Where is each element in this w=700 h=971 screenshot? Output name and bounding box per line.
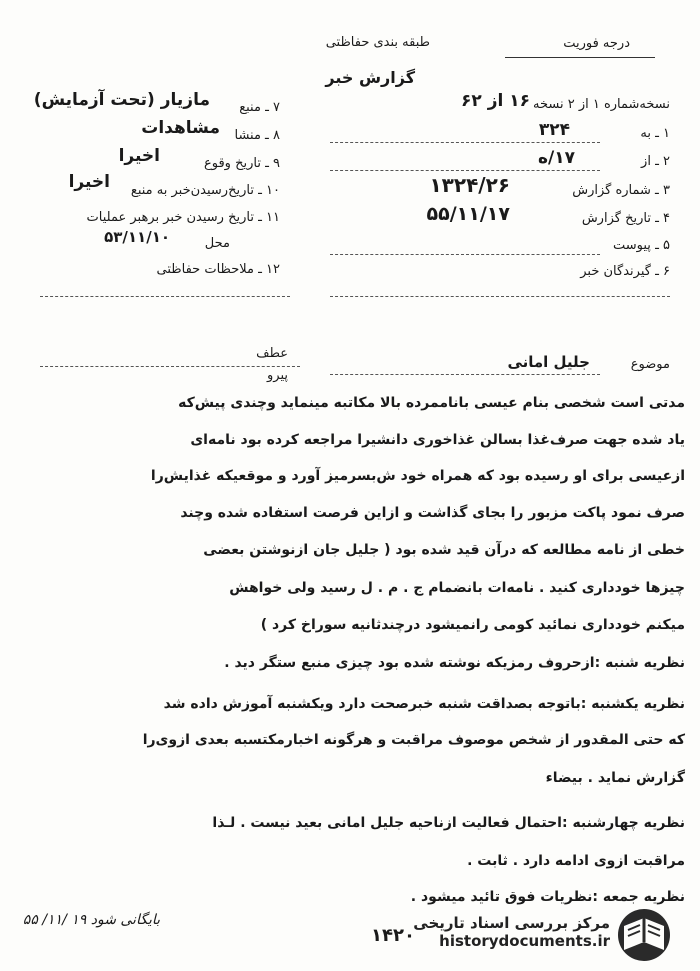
field-copy-number: نسخه‌شماره ۱ از ۲ نسخه (532, 97, 670, 112)
body-line: که حتی المقدور از شخص موصوف مراقبت و هرگونه اخبارمکتسبه بعدی ازوی‌را (142, 732, 685, 748)
field-report-number-value: ۱۳۲۴/۲۶ (429, 173, 510, 197)
reference-label: عطف (256, 346, 288, 361)
field-received-at-source-value: اخیرا (68, 172, 110, 192)
field-place-value: ۵۳/۱۱/۱۰ (104, 228, 170, 246)
watermark-text (400, 914, 610, 950)
body-line: ازعیسی برای او رسیده بود که همراه خود ش‌بسرمیز آورد و موقعیکه غذا‌یش‌را (150, 468, 685, 484)
field-place: محل (204, 236, 230, 251)
body-line: گزارش نماید . بیضاء (545, 770, 685, 786)
subject-label: موضوع (630, 357, 670, 372)
field-origin: ۸ ـ منشا (234, 128, 280, 143)
field-recipients: ۶ ـ گیرندگان خبر (580, 264, 670, 279)
report-title: گزارش خبر (325, 68, 415, 87)
body-line: نظریه یکشنبه :باتوجه بصداقت شنبه خبرصحت دارد ویکشنبه آموزش داده شد (163, 696, 685, 712)
classification-label: طبقه بندی حفاظتی (325, 35, 430, 50)
body-line: صرف نمود پاکت مزبور را بجای گذاشت و ازاین فرصت استفاده شده وچند (180, 505, 685, 521)
priority-line (505, 57, 655, 58)
field-copy-number-value: ۱۶ از ۶۲ (461, 91, 530, 111)
field-from: ۲ ـ از (641, 154, 670, 169)
body-line: خطی از نامه مطالعه که درآن قید شده بود ( جلیل جان ازنوشتن بعضی (203, 542, 685, 558)
field-source-value: مازیار (تحت آزمایش) (33, 90, 210, 110)
priority-label: درجه فوریت (563, 36, 630, 51)
field-from-value: ۱۷/ه (537, 148, 575, 168)
body-line: چیزها خودداری کنید . نامه‌ات بانضمام ج . م . ل رسید ولی خواهش (229, 580, 685, 596)
field-security-notes: ۱۲ ـ ملاحظات حفاظتی (156, 262, 280, 277)
field-report-number: ۳ ـ شماره گزارش (572, 183, 670, 198)
field-report-date-value: ۵۵/۱۱/۱۷ (426, 203, 510, 225)
watermark-url: historydocuments.ir (439, 932, 610, 950)
field-report-date: ۴ ـ تاریخ گزارش (581, 211, 670, 226)
body-line: مراقبت ازوی ادامه دارد . ثابت . (467, 853, 685, 869)
field-event-date-value: اخیرا (118, 146, 160, 166)
field-to-value: ۳۲۴ (538, 120, 570, 140)
body-line: نظریه جمعه :نظریات فوق تائید میشود . (410, 889, 685, 905)
field-received-by-leader: ۱۱ ـ تاریخ رسیدن خبر برهبر عملیات (86, 210, 280, 225)
body-line: نظریه چهارشنبه :احتمال فعالیت ازناحیه جلیل امانی بعید نیست . لـذا (212, 815, 685, 831)
body-line: مدتی است شخصی بنام عیسی باناممرده بالا مکاتبه مینماید وچندی پیش‌که (178, 395, 685, 411)
follow-up-label: پیرو (267, 368, 288, 383)
archive-note: بایگانی شود ۱۹ /۱۱/ ۵۵ (22, 912, 160, 928)
signature: ۱۴۲۰ (371, 925, 415, 946)
subject-value: جلیل امانی (507, 353, 590, 371)
archive-logo-icon (610, 906, 678, 964)
field-event-date: ۹ ـ تاریخ وقوع (203, 156, 280, 171)
field-source: ۷ ـ منبع (239, 100, 280, 115)
field-attachment: ۵ ـ پیوست (613, 238, 670, 253)
body-line: میکنم خودداری نمائید کومی رانمیشود درچندثانیه سوراخ کرد ) (260, 617, 685, 633)
watermark-title: مرکز بررسی اسناد تاریخی (413, 914, 610, 932)
field-received-at-source: ۱۰ ـ تاریخ‌رسیدن‌خبر به منبع (130, 183, 280, 198)
field-origin-value: مشاهدات (141, 118, 220, 138)
field-to: ۱ ـ به (640, 126, 670, 141)
body-line: نظریه شنبه :ازحروف رمزیکه نوشته شده بود چیزی منبع ستگر دید . (224, 655, 685, 671)
body-line: یاد شده جهت صرف‌غذا بسالن غذاخوری دانشیرا مراجعه کرده بود نامه‌ای (190, 432, 685, 448)
